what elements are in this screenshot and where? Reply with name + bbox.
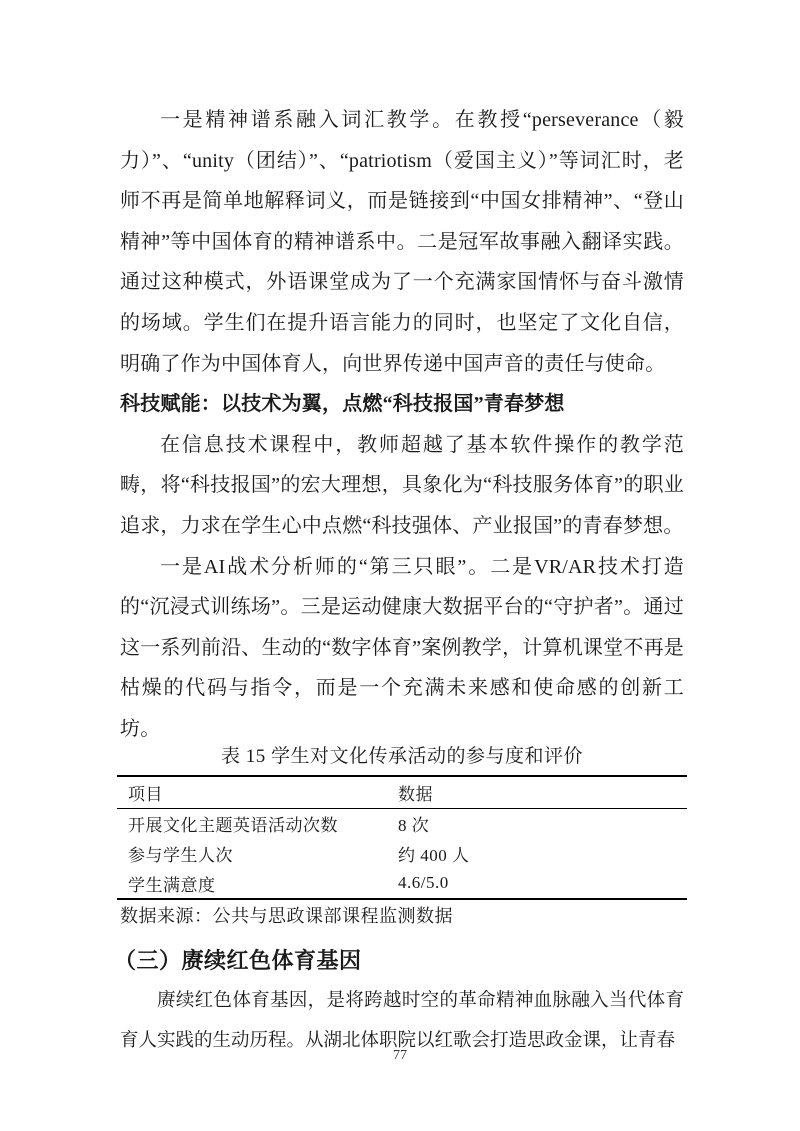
paragraph-tech-cases: 一是AI战术分析师的“第三只眼”。二是VR/AR技术打造的“沉浸式训练场”。三是运动健康大数据平台的“守护者”。通过这一系列前沿、生动的“数字体育”案例教学，计算机课堂不再是枯燥的代码与指令，而是一个充满未来感和使命感的创新工坊。 [120,555,684,740]
paragraph-red-gene: 赓续红色体育基因，是将跨越时空的革命精神血脉融入当代体育育人实践的生动历程。从湖北体职院以红歌会打造思政金课，让青春 [120,990,684,1052]
heading-red-gene-section: （三）赓续红色体育基因 [114,947,362,973]
table-row [117,839,687,869]
table-cell-item: 开展文化主题英语活动次数 [128,816,338,836]
table-cell-value: 8 次 [398,816,430,836]
table-row [117,869,687,899]
paragraph-spirit-vocabulary: 一是精神谱系融入词汇教学。在教授“perseverance（毅力）”、“unity（团结）”、“patriotism（爱国主义）”等词汇时，老师不再是简单地解释词义，而是链接到“中国女排精神”、“登山精神”等中国体育的精神谱系中。二是冠军故事融入翻译实践。通过这种模式，外语课堂成为了一个充满家国情怀与奋斗激情的场域。学生们在提升语言能力的同时，也坚定了文化自信，明确了作为中国体育人，向世界传递中国声音的责任与使命。 [120,109,684,375]
paragraph-tech-intro: 在信息技术课程中，教师超越了基本软件操作的教学范畴，将“科技报国”的宏大理想，具象化为“科技服务体育”的职业追求，力求在学生心中点燃“科技强体、产业报国”的青春梦想。 [120,433,684,537]
table-cell-item: 参与学生人次 [128,846,233,865]
table-cell-item: 学生满意度 [128,875,216,895]
page-number: 77 [393,1048,407,1063]
participation-table [117,775,687,900]
heading-tech-empowerment: 科技赋能：以技术为翼，点燃“科技报国”青春梦想 [120,393,565,416]
table-cell-value: 约 400 人 [398,846,470,865]
table-row [117,809,687,839]
table-header-value: 数据 [390,776,687,809]
page-content [114,0,684,1062]
table-source-note: 数据来源：公共与思政课部课程监测数据 [120,905,453,926]
table-header-row [117,776,687,809]
table-cell-value: 4.6/5.0 [398,873,449,892]
table-caption: 表 15 学生对文化传承活动的参与度和评价 [220,745,583,767]
table-header-item: 项目 [117,776,390,809]
